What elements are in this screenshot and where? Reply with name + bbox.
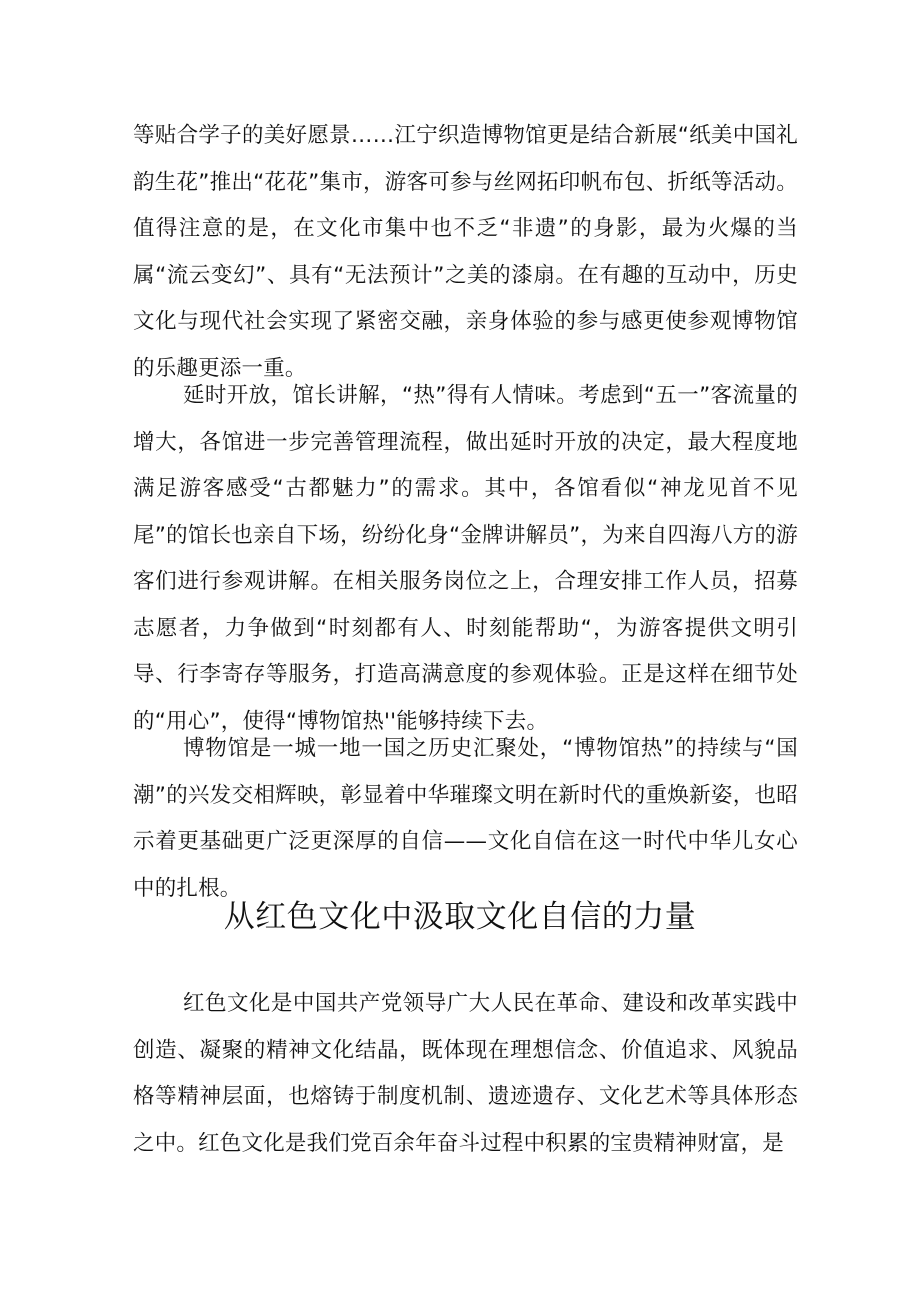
paragraph-cultural-confidence: 博物馆是一城一地一国之历史汇聚处，“博物馆热”的持续与“国潮”的兴发交相辉映，彰显着中华璀璨文明在新时代的重焕新姿，也昭示着更基础更广泛更深厚的自信——文化自信在这一时代中华儿女心中的扎根。 xyxy=(133,736,798,901)
paragraph-red-culture: 红色文化是中国共产党领导广大人民在革命、建设和改革实践中创造、凝聚的精神文化结晶，既体现在理想信念、价值追求、风貌品格等精神层面，也熔铸于制度机制、遗迹遗存、文化艺术等具体形态之中。红色文化是我们党百余年奋斗过程中积累的宝贵精神财富，是 xyxy=(133,991,798,1156)
section-heading: 从红色文化中汲取文化自信的力量 xyxy=(223,899,697,935)
paragraph-museum-market: 等贴合学子的美好愿景……江宁织造博物馆更是结合新展“纸美中国礼韵生花”推出“花花”集市，游客可参与丝网拓印帆布包、折纸等活动。值得注意的是，在文化市集中也不乏“非遗”的身影，最为火爆的当属“流云变幻”、具有“无法预计”之美的漆扇。在有趣的互动中，历史文化与现代社会实现了紧密交融，亲身体验的参与感更使参观博物馆的乐趣更添一重。 xyxy=(133,123,798,381)
paragraph-extended-opening: 延时开放，馆长讲解，“热”得有人情味。考虑到“五一”客流量的增大，各馆进一步完善管理流程，做出延时开放的决定，最大程度地满足游客感受“古都魅力”的需求。其中，各馆看似“神龙见首不见尾”的馆长也亲自下场，纷纷化身“金牌讲解员”，为来自四海八方的游客们进行参观讲解。在相关服务岗位之上，合理安排工作人员，招募志愿者，力争做到“时刻都有人、时刻能帮助“，为游客提供文明引导、行李寄存等服务，打造高满意度的参观体验。正是这样在细节处的“用心”，使得“博物馆热''能够持续下去。 xyxy=(133,383,798,734)
